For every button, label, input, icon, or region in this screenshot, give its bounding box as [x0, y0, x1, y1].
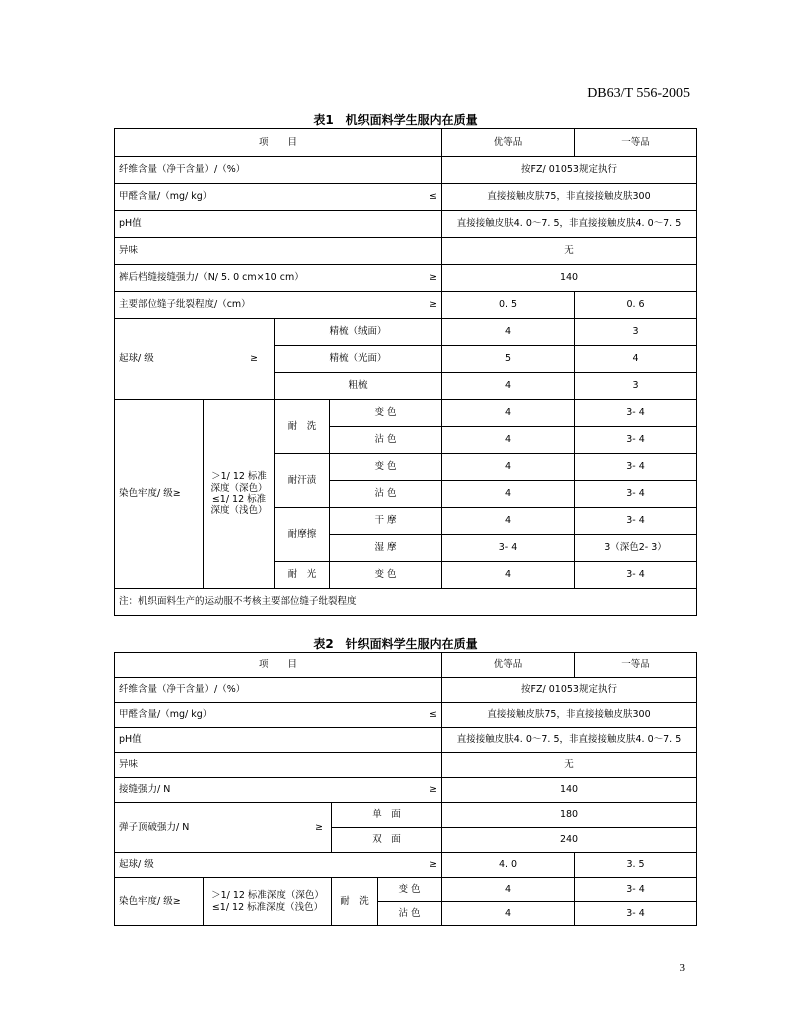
table-row	[115, 753, 697, 778]
table-note: 注：机织面料生产的运动服不考核主要部位缝子纰裂程度	[115, 589, 697, 616]
row-label: 裤后档缝接缝强力/（N/ 5. 0 cm×10 cm） ≥	[115, 265, 442, 292]
standard-code: DB63/T 556-2005	[587, 86, 690, 101]
table-row	[115, 678, 697, 703]
value-premium: 4	[442, 508, 575, 535]
row-value: 直接接触皮肤4. 0～7. 5，非直接接触皮肤4. 0～7. 5	[442, 728, 697, 753]
row-label: 主要部位缝子纰裂程度/（cm） ≥	[115, 292, 442, 319]
value-premium: 4	[442, 427, 575, 454]
colorfast-depth: ＞1/ 12 标准深度（深色） ≤1/ 12 标准深度（浅色）	[204, 878, 332, 926]
sub-item: 变 色	[330, 454, 442, 481]
row-value: 180	[442, 803, 697, 828]
value-premium: 4	[442, 319, 575, 346]
test-light: 耐 光	[275, 562, 330, 589]
value-first-class: 3- 4	[575, 427, 697, 454]
row-value: 140	[442, 778, 697, 803]
value-premium: 4	[442, 454, 575, 481]
sub-item: 单 面	[332, 803, 442, 828]
table-row	[115, 184, 697, 211]
value-first-class: 3- 4	[575, 508, 697, 535]
value-first-class: 3- 4	[575, 878, 697, 902]
value-first-class: 3- 4	[575, 400, 697, 427]
value-first-class: 3（深色2- 3）	[575, 535, 697, 562]
header-grade-first-class: 一等品	[575, 653, 697, 678]
table-row	[115, 211, 697, 238]
sub-item: 变 色	[378, 878, 442, 902]
value-premium: 5	[442, 346, 575, 373]
table-row	[115, 853, 697, 878]
row-value: 240	[442, 828, 697, 853]
row-label: 接缝强力/ N ≥	[115, 778, 442, 803]
sub-item: 沾 色	[378, 902, 442, 926]
value-premium: 4	[442, 373, 575, 400]
value-premium: 4	[442, 562, 575, 589]
value-first-class: 3- 4	[575, 562, 697, 589]
table-row	[115, 778, 697, 803]
table-row	[115, 400, 697, 427]
table-row	[115, 319, 697, 346]
header-grade-premium: 优等品	[442, 653, 575, 678]
test-wash: 耐 洗	[275, 400, 330, 454]
value-premium: 0. 5	[442, 292, 575, 319]
header-item: 项 目	[115, 129, 442, 157]
sub-item: 精梳（光面）	[275, 346, 442, 373]
colorfast-depth: ＞1/ 12 标准深度（深色） ≤1/ 12 标准深度（浅色）	[204, 400, 275, 589]
table-row	[115, 803, 697, 828]
value-premium: 3- 4	[442, 535, 575, 562]
table1-title: 表1 机织面料学生服内在质量	[313, 113, 478, 127]
table-row	[115, 157, 697, 184]
sub-item: 干 摩	[330, 508, 442, 535]
row-value: 无	[442, 238, 697, 265]
sub-item: 沾 色	[330, 427, 442, 454]
value-first-class: 3. 5	[575, 853, 697, 878]
table-row	[115, 238, 697, 265]
row-value: 按FZ/ 01053规定执行	[442, 157, 697, 184]
row-label: pH值	[115, 211, 442, 238]
value-first-class: 3- 4	[575, 902, 697, 926]
table2-title: 表2 针织面料学生服内在质量	[313, 637, 478, 651]
test-rub: 耐摩擦	[275, 508, 330, 562]
value-first-class: 3	[575, 373, 697, 400]
colorfast-label: 染色牢度/ 级≥	[115, 878, 204, 926]
value-first-class: 3- 4	[575, 454, 697, 481]
value-first-class: 3- 4	[575, 481, 697, 508]
value-premium: 4	[442, 481, 575, 508]
test-sweat: 耐汗渍	[275, 454, 330, 508]
value-premium: 4. 0	[442, 853, 575, 878]
header-grade-first-class: 优等品	[442, 129, 575, 157]
table-header-row	[115, 129, 697, 157]
table-row	[115, 265, 697, 292]
page-number: 3	[679, 962, 685, 974]
row-label: 纤维含量（净干含量）/（%）	[115, 678, 442, 703]
header-grade-premium: 一等品	[575, 129, 697, 157]
row-label: 起球/ 级 ≥	[115, 853, 442, 878]
value-first-class: 3	[575, 319, 697, 346]
row-value: 无	[442, 753, 697, 778]
row-label: 异味	[115, 238, 442, 265]
sub-item: 沾 色	[330, 481, 442, 508]
row-value: 直接接触皮肤75，非直接接触皮肤300	[442, 703, 697, 728]
row-label: pH值	[115, 728, 442, 753]
value-premium: 4	[442, 878, 575, 902]
sub-item: 湿 摩	[330, 535, 442, 562]
row-value: 直接接触皮肤4. 0～7. 5，非直接接触皮肤4. 0～7. 5	[442, 211, 697, 238]
value-first-class: 0. 6	[575, 292, 697, 319]
table-row	[115, 703, 697, 728]
sub-item: 粗梳	[275, 373, 442, 400]
table-row	[115, 292, 697, 319]
sub-item: 精梳（绒面）	[275, 319, 442, 346]
burst-label: 弹子顶破强力/ N ≥	[115, 803, 332, 853]
row-value: 直接接触皮肤75，非直接接触皮肤300	[442, 184, 697, 211]
header-item: 项 目	[115, 653, 442, 678]
row-label: 甲醛含量/（mg/ kg） ≤	[115, 703, 442, 728]
value-premium: 4	[442, 902, 575, 926]
table-row	[115, 728, 697, 753]
table-note-row	[115, 589, 697, 616]
row-label: 异味	[115, 753, 442, 778]
table-header-row	[115, 653, 697, 678]
sub-item: 双 面	[332, 828, 442, 853]
row-label: 纤维含量（净干含量）/（%）	[115, 157, 442, 184]
colorfast-label: 染色牢度/ 级≥	[115, 400, 204, 589]
sub-item: 变 色	[330, 400, 442, 427]
table1-woven-quality	[114, 128, 697, 616]
sub-item: 变 色	[330, 562, 442, 589]
pilling-label: 起球/ 级 ≥	[115, 319, 275, 400]
table-row	[115, 878, 697, 902]
row-value: 140	[442, 265, 697, 292]
row-label: 甲醛含量/（mg/ kg） ≤	[115, 184, 442, 211]
value-premium: 4	[442, 400, 575, 427]
test-wash: 耐 洗	[332, 878, 378, 926]
value-first-class: 4	[575, 346, 697, 373]
table2-knit-quality	[114, 652, 697, 926]
row-value: 按FZ/ 01053规定执行	[442, 678, 697, 703]
